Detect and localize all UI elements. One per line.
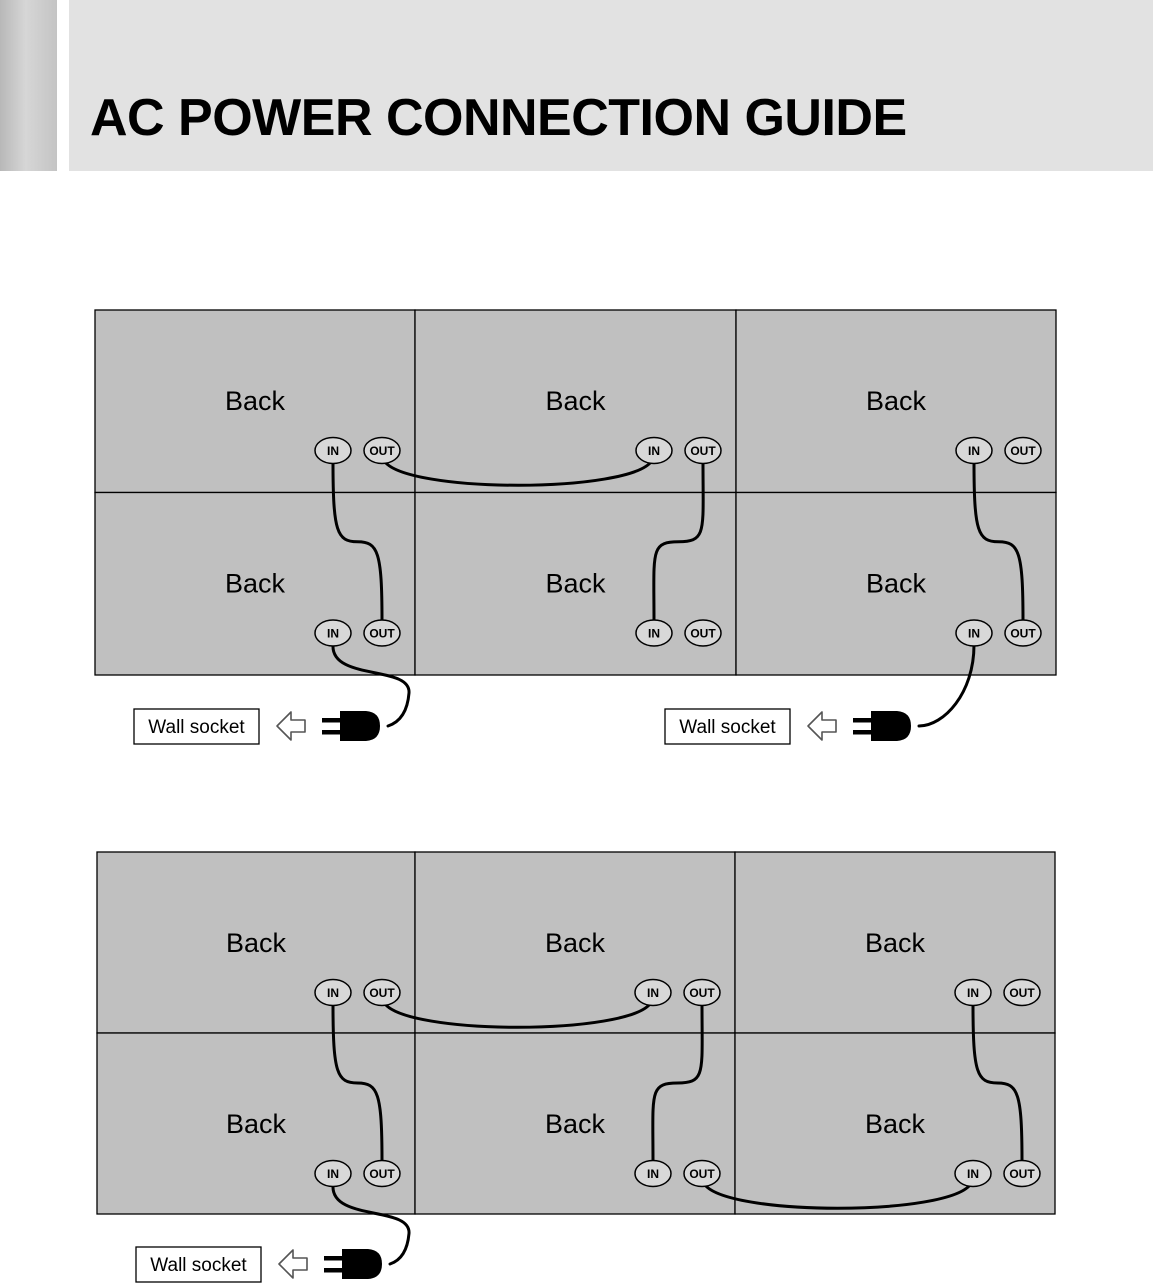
in-port	[636, 438, 672, 464]
out-port	[685, 620, 721, 646]
port-label: IN	[327, 986, 339, 1000]
left-arrow-icon	[808, 712, 836, 740]
wall-socket-label: Wall socket	[148, 717, 245, 738]
connection-diagram-2	[0, 842, 1153, 1283]
connection-diagram-1	[0, 300, 1153, 760]
plug-prong	[853, 718, 873, 723]
port-label: OUT	[689, 1167, 715, 1181]
plug-icon	[322, 711, 380, 741]
out-port	[364, 1161, 400, 1187]
panel-label: Back	[224, 568, 286, 599]
wall-socket	[136, 1247, 261, 1282]
port-label: IN	[327, 444, 339, 458]
port-label: OUT	[1010, 626, 1036, 641]
port-label: OUT	[690, 444, 716, 458]
in-port	[315, 620, 351, 646]
port-label: IN	[968, 626, 980, 641]
out-port	[1004, 1161, 1040, 1187]
wall-socket-label: Wall socket	[679, 717, 776, 738]
display-panel	[415, 1033, 735, 1214]
display-panel	[415, 310, 736, 493]
plug-prong	[322, 730, 342, 735]
port-label: IN	[648, 626, 660, 641]
left-arrow-icon	[279, 1250, 307, 1278]
port-label: IN	[967, 986, 979, 1000]
in-port	[955, 980, 991, 1006]
display-panel	[736, 493, 1056, 676]
port-label: IN	[968, 444, 980, 458]
in-port	[636, 620, 672, 646]
display-panel	[95, 493, 415, 676]
port-label: OUT	[369, 626, 395, 641]
arrow-shape	[279, 1250, 307, 1278]
panel-label: Back	[545, 568, 606, 599]
port-label: IN	[327, 1167, 339, 1181]
plug-prong	[324, 1256, 344, 1261]
display-panel	[97, 852, 415, 1033]
panel-label: Back	[225, 928, 287, 958]
display-panel	[415, 852, 735, 1033]
out-port	[685, 438, 721, 464]
display-panel	[735, 852, 1055, 1033]
panel-label: Back	[865, 568, 927, 599]
out-port	[1005, 438, 1041, 464]
display-panel	[415, 493, 736, 676]
plug-prong	[853, 730, 873, 735]
display-panel	[736, 310, 1056, 493]
port-label: OUT	[1009, 986, 1035, 1000]
out-port	[684, 1161, 720, 1187]
panel-label: Back	[865, 386, 927, 416]
display-panel	[97, 1033, 415, 1214]
out-port	[364, 980, 400, 1006]
wall-socket	[134, 709, 259, 744]
plug-body	[342, 1249, 382, 1279]
in-port	[956, 438, 992, 464]
side-tab	[0, 0, 57, 171]
display-panel	[95, 310, 415, 493]
out-port	[364, 620, 400, 646]
panel-label: Back	[864, 928, 926, 958]
panel-label: Back	[545, 386, 606, 416]
in-port	[635, 980, 671, 1006]
panel-label: Back	[544, 928, 606, 958]
in-port	[956, 620, 992, 646]
out-port	[1004, 980, 1040, 1006]
arrow-shape	[808, 712, 836, 740]
page-title: AC POWER CONNECTION GUIDE	[90, 89, 907, 147]
out-port	[364, 438, 400, 464]
port-label: OUT	[369, 986, 395, 1000]
port-label: OUT	[369, 444, 395, 458]
in-port	[955, 1161, 991, 1187]
port-label: IN	[647, 1167, 659, 1181]
port-label: OUT	[689, 986, 715, 1000]
plug-body	[340, 711, 380, 741]
port-label: IN	[648, 444, 660, 458]
port-label: OUT	[1010, 444, 1036, 458]
wall-socket	[665, 709, 790, 744]
left-arrow-icon	[277, 712, 305, 740]
in-port	[315, 980, 351, 1006]
panel-label: Back	[225, 1109, 287, 1139]
plug-prong	[324, 1268, 344, 1273]
port-label: IN	[967, 1167, 979, 1181]
port-label: OUT	[690, 626, 716, 641]
in-port	[315, 1161, 351, 1187]
display-panel	[735, 1033, 1055, 1214]
in-port	[635, 1161, 671, 1187]
out-port	[1005, 620, 1041, 646]
port-label: IN	[327, 626, 339, 641]
out-port	[684, 980, 720, 1006]
arrow-shape	[277, 712, 305, 740]
panel-label: Back	[224, 386, 286, 416]
port-label: OUT	[369, 1167, 395, 1181]
plug-body	[871, 711, 911, 741]
port-label: IN	[647, 986, 659, 1000]
panel-label: Back	[544, 1109, 606, 1139]
panel-label: Back	[864, 1109, 926, 1139]
wall-socket-label: Wall socket	[150, 1255, 247, 1276]
plug-icon	[324, 1249, 382, 1279]
plug-icon	[853, 711, 911, 741]
plug-prong	[322, 718, 342, 723]
in-port	[315, 438, 351, 464]
port-label: OUT	[1009, 1167, 1035, 1181]
